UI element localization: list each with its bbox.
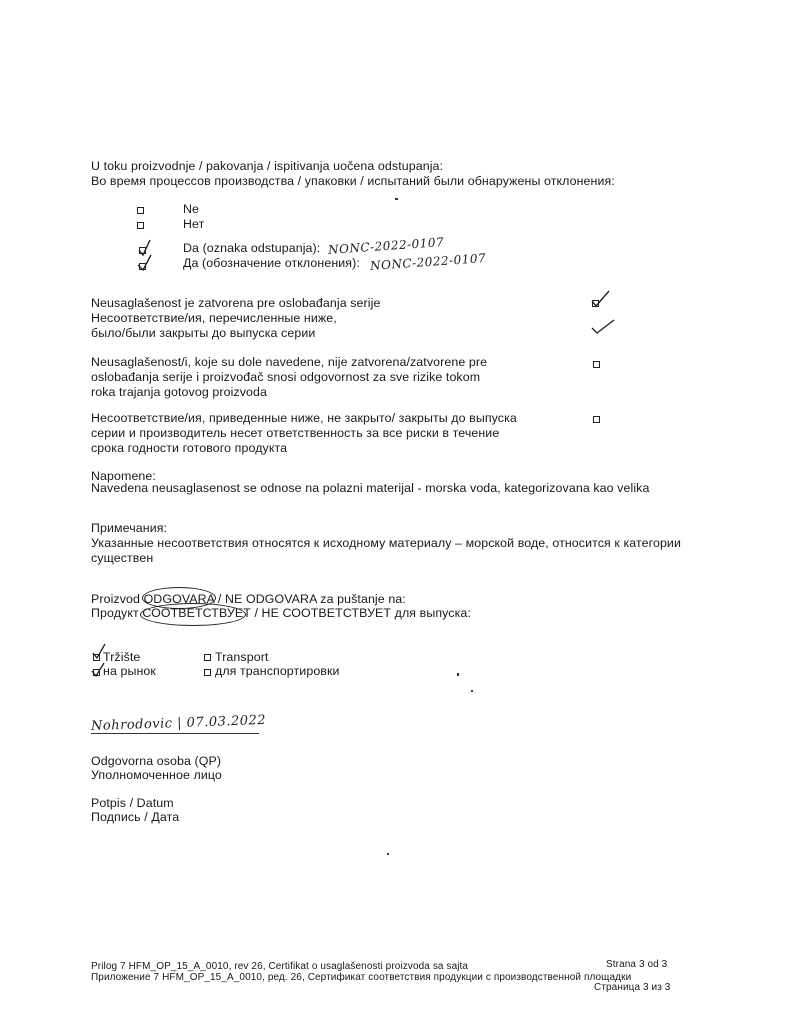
- notes-label-sr: Napomene:: [91, 469, 156, 483]
- closed-checkmark-icon: [590, 289, 612, 309]
- scan-speck: [471, 690, 473, 692]
- no-label-sr: Ne: [183, 202, 200, 216]
- scan-speck: [387, 853, 389, 855]
- deviations-heading-ru: Во время процессов производства / упаковки / испытаний были обнаружены отклонения:: [91, 174, 615, 188]
- scan-speck: [395, 198, 398, 200]
- notes-text-ru-2: существен: [91, 551, 154, 565]
- deviations-heading-sr: U toku proizvodnje / pakovanja / ispitivanja uočena odstupanja:: [91, 159, 444, 173]
- decision-prefix-sr: Proizvod: [91, 592, 141, 606]
- yes-checkmark-ru-icon: [136, 252, 156, 272]
- open-checkbox[interactable]: [593, 361, 600, 368]
- deviation-code-sr: NONC-2022-0107: [327, 234, 445, 258]
- closed-checkmark-ru-icon: [590, 317, 616, 337]
- handwritten-signature-date: Nohrodovic | 07.03.2022: [90, 712, 267, 735]
- closed-text-ru-1: Несоответствие/ия, перечисленные ниже,: [91, 311, 337, 325]
- signature-label-ru: Подпись / Дата: [91, 810, 180, 824]
- decision-choice-ru: СООТВЕТСТВУЕТ: [142, 606, 251, 620]
- market-label-ru: на рынок: [103, 664, 156, 678]
- signature-label-sr: Potpis / Datum: [91, 796, 174, 810]
- decision-prefix-ru: Продукт: [91, 606, 139, 620]
- notes-text-ru-1: Указанные несоответствия относятся к исходному материалу – морской воде, относится к категории: [91, 536, 681, 550]
- notes-label-ru: Примечания:: [91, 521, 168, 535]
- no-checkbox-ru[interactable]: [137, 222, 144, 229]
- decision-suffix-sr: / NE ODGOVARA za puštanje na:: [217, 592, 406, 606]
- transport-checkbox[interactable]: [204, 654, 211, 661]
- decision-suffix-ru: / НЕ СООТВЕТСТВУЕТ для выпуска:: [254, 606, 471, 620]
- qp-role-ru: Уполномоченное лицо: [91, 768, 222, 782]
- open-text-sr-1: Neusaglašenost/i, koje su dole navedene, nije zatvorena/zatvorene pre: [91, 355, 488, 369]
- decision-line-sr: [91, 592, 406, 607]
- yes-label-sr: Da (oznaka odstupanja):: [183, 241, 321, 255]
- footer-page-ru: Страница 3 из 3: [594, 982, 671, 993]
- decision-choice-sr: ODGOVARA: [143, 592, 215, 606]
- open-text-ru-1: Несоответствие/ия, приведенные ниже, не закрыто/ закрыты до выпуска: [91, 411, 517, 425]
- footer-doc-sr: Prilog 7 HFM_OP_15_A_0010, rev 26, Certifikat o usaglašenosti proizvoda sa sajta: [91, 961, 469, 972]
- open-text-sr-2: oslobađanja serije i proizvođač snosi odgovornost za sve rizike tokom: [91, 370, 481, 384]
- footer-doc-ru: Приложение 7 HFM_OP_15_A_0010, ред. 26, Сертификат соответствия продукции с производственной площадки: [91, 972, 632, 983]
- scan-speck: [457, 673, 459, 676]
- yes-label-ru: Да (обозначение отклонения):: [183, 256, 360, 270]
- closed-text-ru-2: было/были закрыты до выпуска серии: [91, 326, 316, 340]
- footer-page-sr: Strana 3 od 3: [606, 959, 668, 970]
- open-text-sr-3: roka trajanja gotovog proizvoda: [91, 385, 267, 399]
- no-checkbox[interactable]: [137, 207, 144, 214]
- deviation-code-ru: NONC-2022-0107: [369, 250, 487, 274]
- notes-text-sr: Navedena neusaglasenost se odnose na polazni materijal - morska voda, kategorizovana kao velika: [91, 481, 650, 495]
- open-checkbox-ru[interactable]: [593, 416, 600, 423]
- open-text-ru-3: срока годности готового продукта: [91, 441, 288, 455]
- transport-label-ru: для транспортировки: [215, 664, 340, 678]
- closed-text-sr: Neusaglašenost je zatvorena pre oslobađanja serije: [91, 296, 381, 310]
- transport-label-sr: Transport: [215, 650, 269, 664]
- qp-role-sr: Odgovorna osoba (QP): [91, 754, 222, 768]
- decision-circle-ru: [140, 603, 246, 626]
- open-text-ru-2: серии и производитель несет ответственность за все риски в течение: [91, 426, 500, 440]
- no-label-ru: Нет: [183, 217, 205, 231]
- signature-line: [91, 733, 259, 734]
- transport-checkbox-ru[interactable]: [204, 669, 211, 676]
- market-label-sr: Tržište: [103, 650, 141, 664]
